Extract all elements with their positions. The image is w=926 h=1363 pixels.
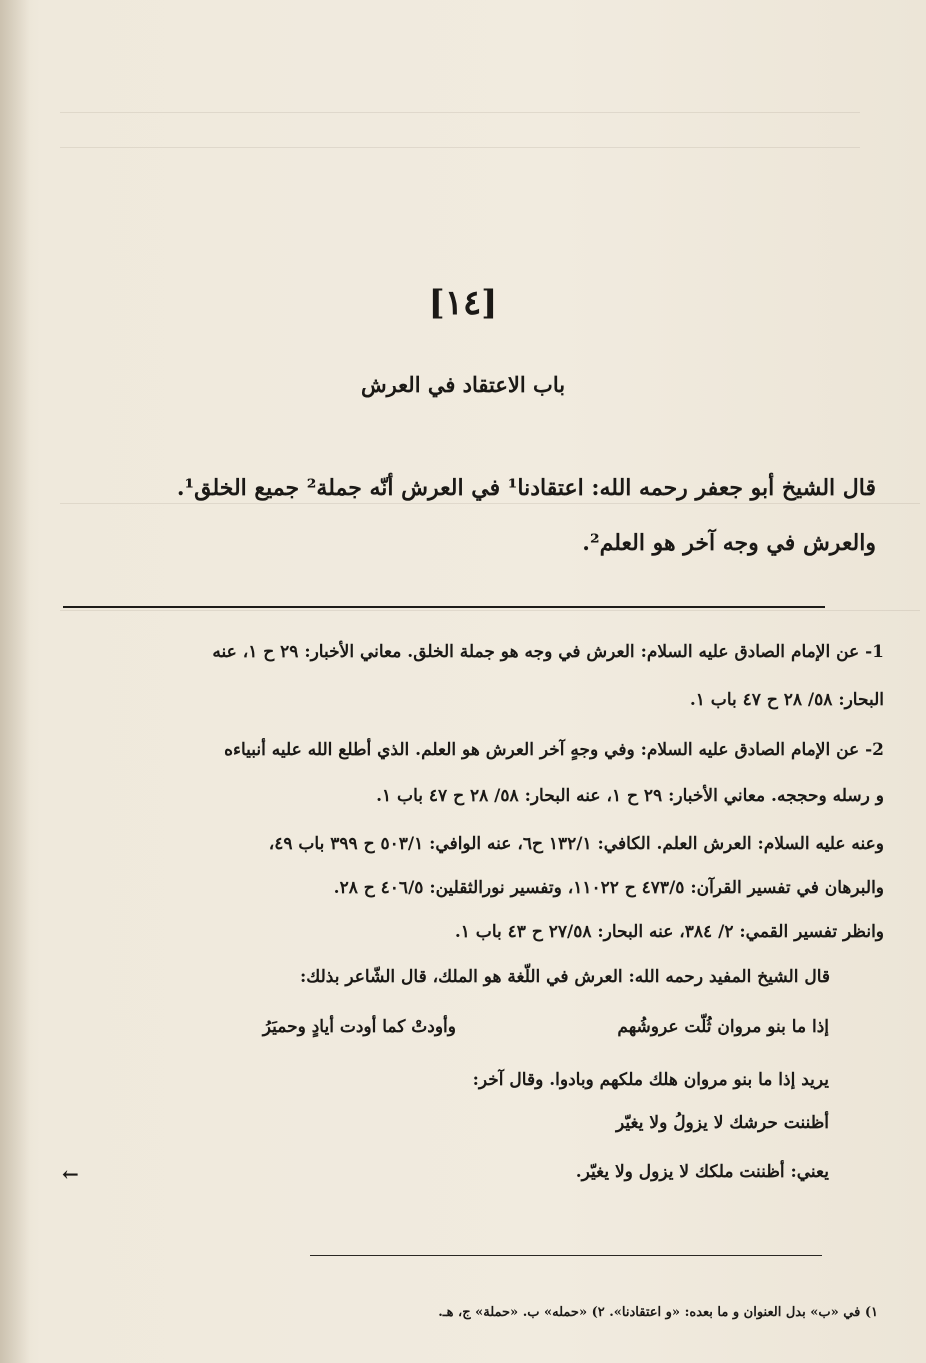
main-text-line: والعرش في وجه آخر هو العلم². — [582, 530, 876, 556]
chapter-title: باب الاعتقاد في العرش — [360, 372, 566, 397]
section-divider — [63, 606, 825, 608]
poem-hemistich-second: وأودتْ كما أودت أيادٍ وحميَرُ — [262, 1017, 456, 1037]
show-through-line — [60, 112, 860, 113]
show-through-line — [60, 503, 920, 504]
show-through-line — [60, 147, 860, 148]
note-line: يريد إذا ما بنو مروان هلك ملكهم وبادوا. وقال آخر: — [472, 1070, 829, 1090]
binding-shadow — [0, 0, 30, 1363]
note-line: وعنه عليه السلام: العرش العلم. الكافي: ١٣٢/١ ح٦، عنه الوافي: ٥٠٣/١ ح ٣٩٩ باب ٤٩، — [268, 834, 884, 854]
note-line: 2- عن الإمام الصادق عليه السلام: وفي وجهٍ آخر العرش هو العلم. الذي أطلع الله عليه أنبياءه — [224, 740, 884, 760]
note-line: 1- عن الإمام الصادق عليه السلام: العرش في وجه هو جملة الخلق. معاني الأخبار: ٢٩ ح ١، عنه — [212, 642, 884, 662]
chapter-number: [١٤] — [428, 283, 498, 323]
footnote: ١) في «ب» بدل العنوان و ما بعده: «و اعتقادنا». ٢) «حمله» ب. «حملة» ج، هـ. — [438, 1305, 878, 1320]
poem-hemistich-first: إذا ما بنو مروان ثُلّت عروشُهم — [617, 1017, 829, 1037]
show-through-line — [60, 610, 920, 611]
note-line: والبرهان في تفسير القرآن: ٤٧٣/٥ ح ١١٠٢٢، وتفسير نورالثقلين: ٤٠٦/٥ ح ٢٨. — [333, 878, 884, 898]
note-line: البحار: ٥٨/ ٢٨ ح ٤٧ باب ١. — [689, 690, 884, 710]
main-text-line: قال الشيخ أبو جعفر رحمه الله: اعتقادنا¹ في العرش أنّه جملة² جميع الخلق¹. — [176, 475, 876, 501]
note-line: يعني: أظننت ملكك لا يزول ولا يغيّر. — [575, 1162, 829, 1182]
note-line: و رسله وحججه. معاني الأخبار: ٢٩ ح ١، عنه البحار: ٥٨/ ٢٨ ح ٤٧ باب ١. — [376, 786, 884, 806]
note-line: قال الشيخ المفيد رحمه الله: العرش في اللّغة هو الملك، قال الشّاعر بذلك: — [300, 967, 830, 987]
note-line: وانظر تفسير القمي: ٢/ ٣٨٤، عنه البحار: ٢٧/٥٨ ح ٤٣ باب ١. — [454, 922, 884, 942]
footnote-divider — [310, 1255, 822, 1256]
continue-arrow-icon: ← — [62, 1162, 79, 1186]
note-line: أظننت حرشك لا يزولُ ولا يغيّر — [616, 1113, 829, 1133]
